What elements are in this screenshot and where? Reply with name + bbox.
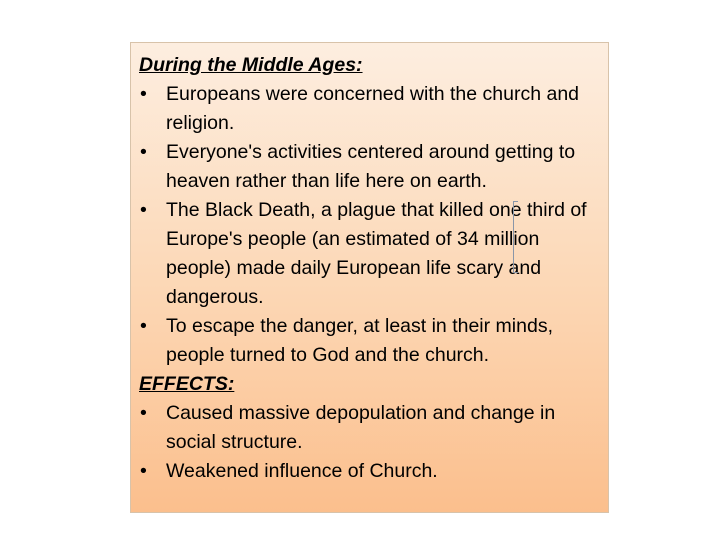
bullet-text: Weakened influence of Church. bbox=[166, 460, 438, 482]
bullet-text: To escape the danger, at least in their minds, people turned to God and the church. bbox=[166, 315, 553, 366]
list-item bbox=[139, 399, 602, 457]
bullet-text: The Black Death, a plague that killed one third of Europe's people (an estimated of 34 million people) made daily European life scary and dangerous. bbox=[166, 199, 587, 308]
content-textbox bbox=[130, 42, 609, 513]
list-item bbox=[139, 312, 602, 370]
list-item bbox=[139, 457, 602, 486]
bullet-text: Europeans were concerned with the church and religion. bbox=[166, 83, 580, 134]
bullet-icon: • bbox=[140, 199, 147, 221]
bullet-text: Everyone's activities centered around getting to heaven rather than life here on earth. bbox=[166, 141, 576, 192]
list-item bbox=[139, 196, 602, 312]
bullet-icon: • bbox=[140, 315, 147, 337]
bullet-text: Caused massive depopulation and change in social structure. bbox=[166, 402, 556, 453]
effects-bullet-list bbox=[139, 399, 602, 486]
bullet-icon: • bbox=[140, 83, 147, 105]
effects-heading: EFFECTS: bbox=[139, 373, 235, 395]
bullet-icon: • bbox=[140, 141, 147, 163]
bullet-icon: • bbox=[140, 402, 147, 424]
middle-ages-heading: During the Middle Ages: bbox=[139, 54, 363, 76]
list-item bbox=[139, 138, 602, 196]
middle-ages-bullet-list bbox=[139, 80, 602, 370]
bracket-mark-decoration bbox=[513, 201, 518, 273]
list-item bbox=[139, 80, 602, 138]
bullet-icon: • bbox=[140, 460, 147, 482]
